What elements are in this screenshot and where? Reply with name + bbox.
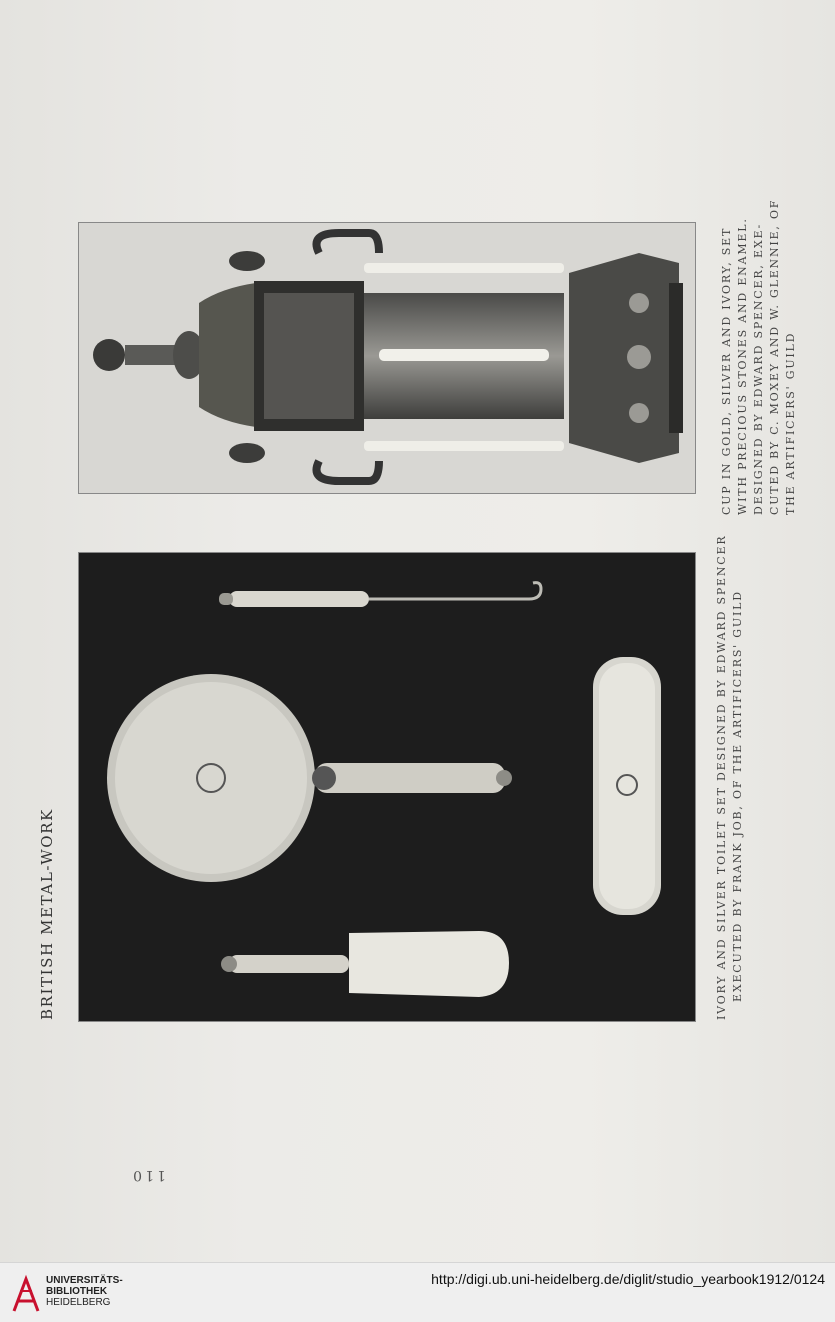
cup-photograph — [78, 222, 696, 494]
institution-line-2: BIBLIOTHEK — [46, 1286, 108, 1297]
institution-line-3: HEIDELBERG — [46, 1297, 111, 1308]
clothes-brush — [593, 657, 661, 915]
cup-caption: CUP IN GOLD, SILVER AND IVORY, SET WITH PRECIOUS STONES AND ENAMEL. DESIGNED BY EDWARD SPENCER, EXE-CUTED BY C. MOXEY AND W. GLENNIE, OF THE ARTIFICERS' GUILD — [720, 198, 797, 515]
toilet-set-caption-line-1: IVORY AND SILVER TOILET SET DESIGNED BY EDWARD SPENCER — [715, 534, 728, 1020]
institution-name — [46, 1275, 123, 1308]
toilet-set-photograph — [78, 552, 696, 1022]
source-url-link[interactable]: http://digi.ub.uni-heidelberg.de/diglit/studio_yearbook1912/0124 — [431, 1271, 825, 1287]
footer-bar — [0, 1262, 835, 1322]
institution-line-1: UNIVERSITÄTS- — [46, 1275, 123, 1286]
toilet-set-caption-line-2: EXECUTED BY FRANK JOB, OF THE ARTIFICERS' GUILD — [731, 590, 744, 1002]
university-library-logo-icon — [10, 1271, 42, 1315]
toilet-set-illustration — [79, 553, 695, 1021]
cup-illustration — [79, 223, 695, 493]
toilet-set-caption — [714, 534, 746, 1020]
running-head: BRITISH METAL-WORK — [38, 808, 56, 1020]
page-number: 110 — [130, 1167, 166, 1183]
